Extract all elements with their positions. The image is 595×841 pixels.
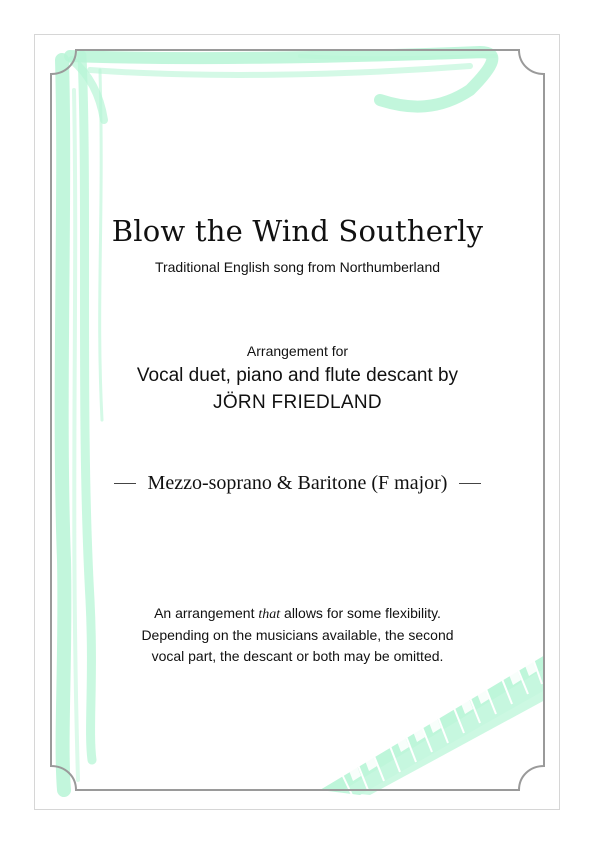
song-subtitle: Traditional English song from Northumberland (154, 259, 441, 275)
song-title: Blow the Wind Southerly (111, 214, 484, 248)
arrangement-description: Vocal duet, piano and flute descant by (136, 365, 459, 386)
ornamental-frame (51, 50, 544, 790)
note-line-1: An arrangement that allows for some flexibility. (154, 605, 441, 622)
arrangement-for-label: Arrangement for (246, 343, 349, 359)
voicing-text: Mezzo-soprano & Baritone (F major) (147, 472, 448, 494)
right-dash-divider (459, 483, 481, 485)
voicing-line (0, 472, 595, 495)
note-line-3: vocal part, the descant or both may be omitted. (151, 648, 444, 664)
arranger-name: JÖRN FRIEDLAND (213, 392, 382, 413)
flexibility-note (0, 603, 595, 667)
left-dash-divider (114, 483, 136, 485)
brush-stroke-frame-icon (62, 52, 495, 790)
piano-keys-icon (320, 655, 545, 795)
note-line-2: Depending on the musicians available, the second (141, 627, 454, 643)
